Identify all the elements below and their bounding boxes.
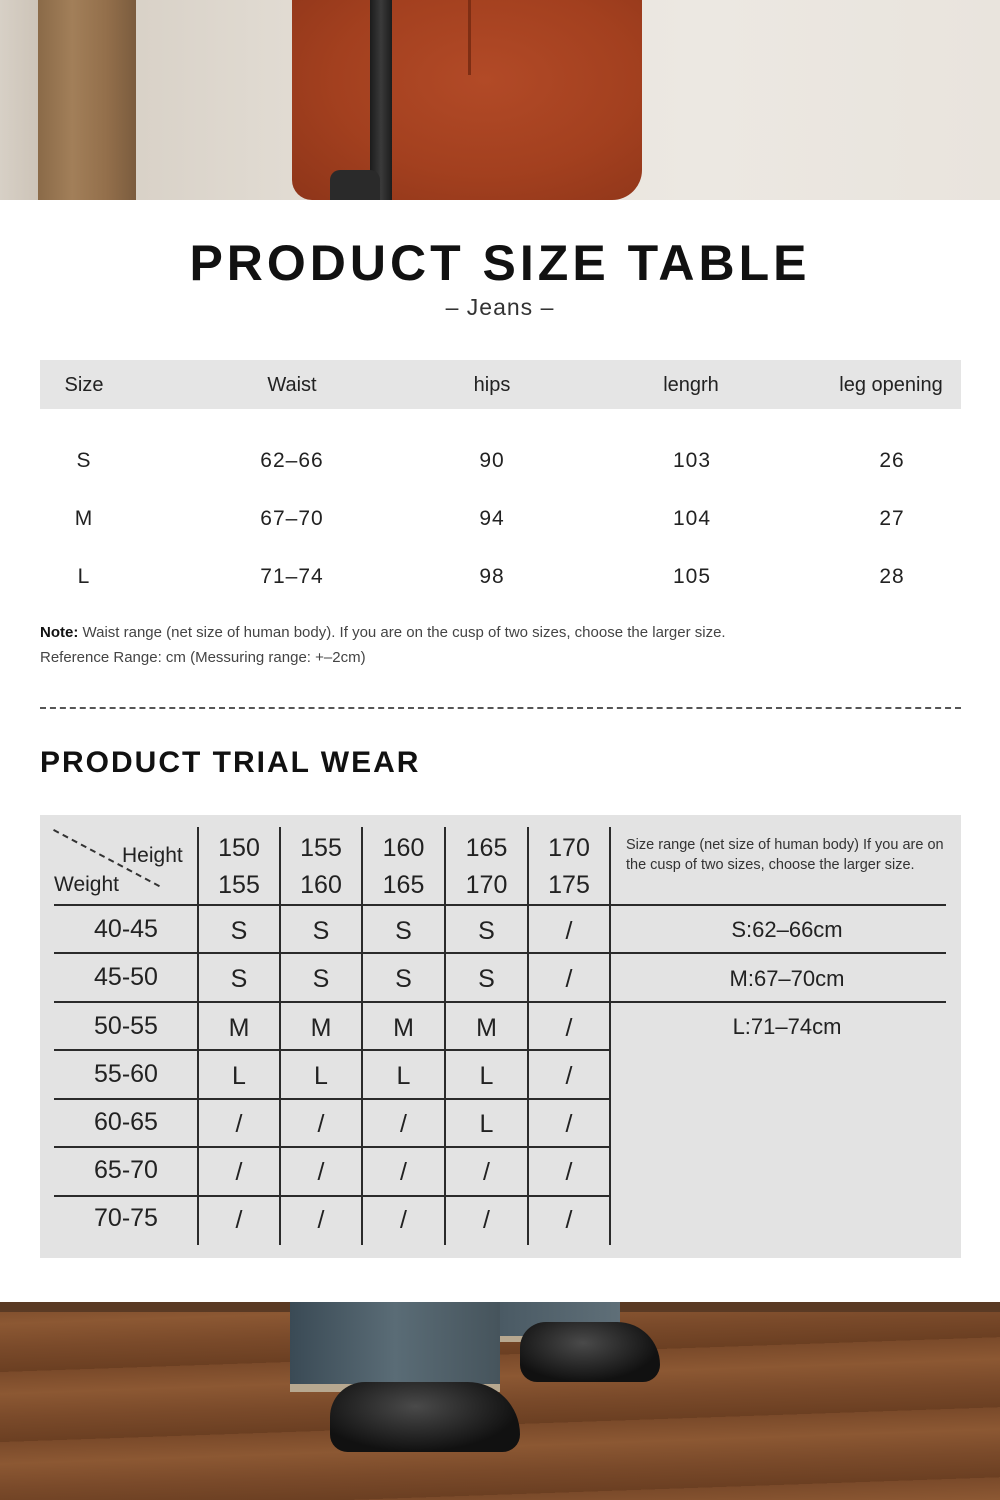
- fit-cell: M: [228, 1014, 250, 1042]
- fit-cell: /: [565, 1158, 573, 1186]
- row-l-hips: 98: [479, 565, 505, 588]
- size-range-note: Size range (net size of human body) If you are on the cusp of two sizes, choose the larger size.: [626, 837, 944, 873]
- row-m-leg-opening: 27: [879, 507, 905, 530]
- height-col-3: [363, 830, 444, 904]
- note-text: Waist range (net size of human body). If you are on the cusp of two sizes, choose the larger size.: [78, 624, 726, 641]
- fit-cell: M: [393, 1014, 414, 1042]
- row-l-leg-opening: 28: [879, 565, 905, 588]
- grid-line: [54, 1146, 610, 1148]
- row-m-length: 104: [672, 507, 712, 530]
- reference-range: Reference Range: cm (Messuring range: +–2cm): [40, 649, 366, 666]
- bottom-product-photo: [0, 1302, 1000, 1500]
- row-m-size: M: [74, 507, 94, 530]
- height-top: 150: [218, 834, 260, 862]
- height-bottom: 175: [548, 871, 590, 899]
- fit-cell: S: [312, 917, 330, 945]
- wall-shadow: [0, 0, 38, 200]
- height-top: 170: [548, 834, 590, 862]
- header-length: lengrh: [663, 374, 719, 396]
- weight-row-5: 60-65: [94, 1108, 158, 1136]
- height-label: Height: [122, 844, 183, 867]
- size-note: [40, 624, 726, 641]
- fit-cell: L: [314, 1062, 328, 1090]
- black-shoe-right: [520, 1322, 660, 1382]
- row-l-size: L: [77, 565, 91, 588]
- fit-cell: /: [235, 1158, 243, 1186]
- fit-cell: S: [395, 917, 412, 945]
- grid-line: [54, 1049, 610, 1051]
- header-size: Size: [64, 374, 104, 396]
- fit-cell: /: [235, 1110, 243, 1138]
- height-col-2: [281, 830, 361, 904]
- trial-wear-title: PRODUCT TRIAL WEAR: [40, 746, 421, 779]
- header-waist: Waist: [267, 374, 317, 396]
- height-bottom: 160: [300, 871, 342, 899]
- black-shoe-left: [330, 1382, 520, 1452]
- fit-cell: /: [565, 1206, 573, 1234]
- header-leg-opening: leg opening: [839, 374, 943, 396]
- row-s-size: S: [76, 449, 92, 472]
- row-s-leg-opening: 26: [879, 449, 905, 472]
- weight-label: Weight: [54, 873, 119, 896]
- grid-line: [54, 1098, 610, 1100]
- fit-cell: /: [400, 1158, 407, 1186]
- fit-cell: /: [483, 1206, 490, 1234]
- fit-cell: S: [478, 965, 495, 993]
- row-m-hips: 94: [479, 507, 505, 530]
- height-col-1: [199, 830, 279, 904]
- fit-cell: L: [479, 1062, 494, 1090]
- fit-cell: /: [317, 1110, 325, 1138]
- size-table-header: [40, 360, 961, 409]
- size-table-subtitle: – Jeans –: [445, 294, 555, 320]
- range-m: M:67–70cm: [729, 966, 845, 991]
- fit-cell: /: [483, 1158, 490, 1186]
- row-s-hips: 90: [479, 449, 505, 472]
- grid-line: [54, 952, 946, 954]
- row-l-waist: 71–74: [260, 565, 324, 588]
- fit-cell: /: [565, 917, 573, 945]
- weight-row-7: 70-75: [94, 1204, 158, 1232]
- note-label: Note:: [40, 624, 79, 641]
- fit-cell: S: [230, 917, 248, 945]
- grid-line: [54, 904, 946, 906]
- height-col-5: [529, 830, 609, 904]
- fit-cell: M: [310, 1014, 332, 1042]
- row-s-length: 103: [672, 449, 712, 472]
- size-table-title: PRODUCT SIZE TABLE: [189, 235, 811, 291]
- weight-row-3: 50-55: [94, 1012, 158, 1040]
- grid-line: [54, 1195, 610, 1197]
- fit-cell: /: [565, 1062, 573, 1090]
- range-l: L:71–74cm: [732, 1014, 842, 1039]
- fit-cell: /: [565, 1110, 573, 1138]
- fit-cell: S: [395, 965, 412, 993]
- hoodie-string: [468, 0, 471, 75]
- fit-cell: /: [565, 965, 573, 993]
- fit-cell: /: [317, 1158, 325, 1186]
- weight-row-2: 45-50: [94, 963, 158, 991]
- fit-cell: S: [478, 917, 495, 945]
- height-bottom: 155: [218, 871, 260, 899]
- row-s-waist: 62–66: [260, 449, 324, 472]
- fit-cell: S: [312, 965, 330, 993]
- fit-cell: L: [479, 1110, 494, 1138]
- fit-cell: M: [476, 1014, 497, 1042]
- height-bottom: 165: [382, 871, 425, 899]
- fit-cell: /: [317, 1206, 325, 1234]
- row-m-waist: 67–70: [260, 507, 324, 530]
- fit-cell: /: [235, 1206, 243, 1234]
- weight-row-1: 40-45: [94, 915, 158, 943]
- frayed-jeans-left: [290, 1302, 500, 1392]
- height-bottom: 170: [465, 871, 508, 899]
- fit-cell: /: [565, 1014, 573, 1042]
- height-top: 165: [465, 834, 508, 862]
- grid-line: [609, 827, 611, 1245]
- trial-wear-grid: [40, 815, 961, 1258]
- height-top: 155: [300, 834, 342, 862]
- fit-cell: /: [400, 1206, 407, 1234]
- row-l-length: 105: [672, 565, 712, 588]
- top-product-photo: [0, 0, 1000, 200]
- weight-row-4: 55-60: [94, 1060, 158, 1088]
- fit-cell: L: [396, 1062, 411, 1090]
- range-s: S:62–66cm: [731, 917, 843, 942]
- dashed-divider: [40, 707, 961, 709]
- grid-line: [54, 1001, 946, 1003]
- header-hips: hips: [473, 374, 511, 396]
- black-bag: [330, 170, 380, 200]
- height-top: 160: [382, 834, 425, 862]
- fit-cell: L: [232, 1062, 246, 1090]
- fit-cell: S: [230, 965, 248, 993]
- height-col-4: [446, 830, 527, 904]
- weight-row-6: 65-70: [94, 1156, 158, 1184]
- fit-cell: /: [400, 1110, 407, 1138]
- size-chart-card: [0, 200, 1000, 1302]
- wooden-post: [38, 0, 136, 200]
